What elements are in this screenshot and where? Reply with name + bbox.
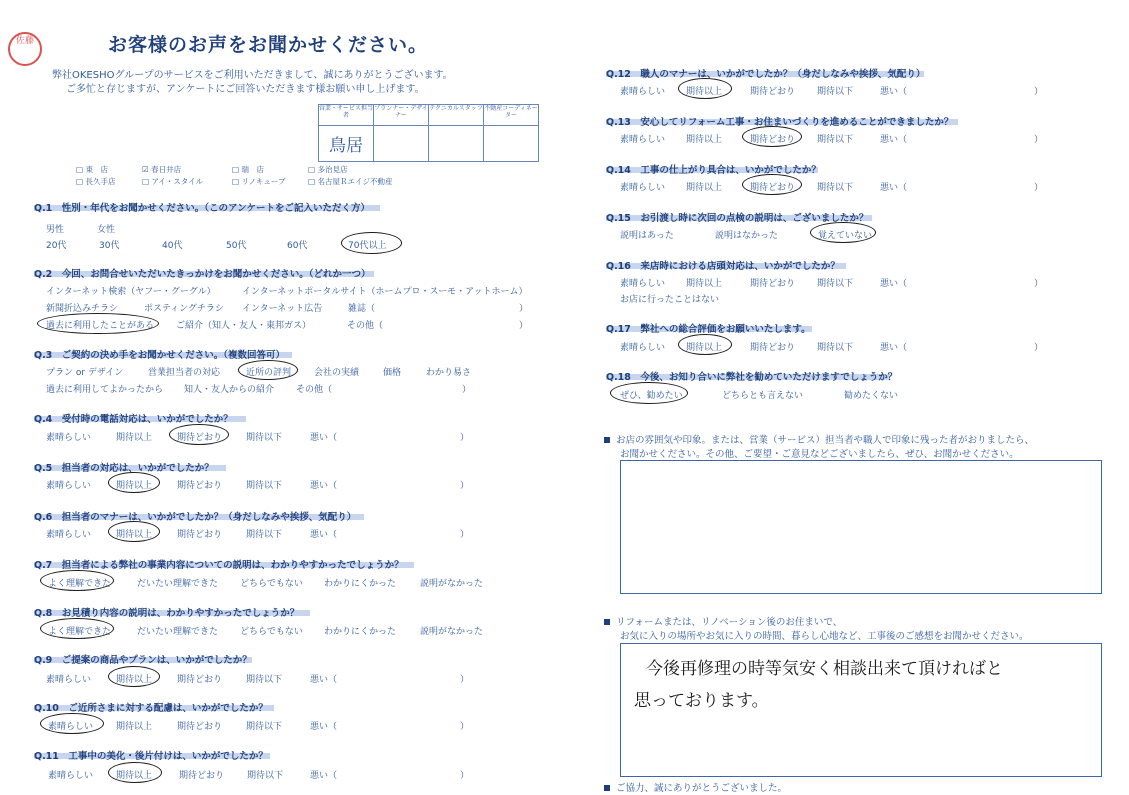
selection-circle <box>341 232 402 254</box>
q11-option[interactable]: 期待以下 <box>247 771 284 781</box>
q5-option[interactable]: 悪い（ <box>310 481 338 491</box>
selection-circle <box>37 313 159 334</box>
selection-circle <box>40 713 104 734</box>
q5-option[interactable]: 期待以下 <box>246 481 283 491</box>
q13-option[interactable]: 素晴らしい <box>620 135 666 145</box>
q3-option[interactable]: プラン or デザイン <box>46 368 124 378</box>
q14-paren-close: ） <box>1034 183 1044 193</box>
page-title: お客様のお声をお聞かせください。 <box>108 34 429 56</box>
q6-option[interactable]: 悪い（ <box>310 530 338 540</box>
q10-option-selected[interactable]: 素晴らしい <box>48 722 94 732</box>
selection-circle <box>40 618 114 639</box>
q11-option[interactable]: 素晴らしい <box>48 771 94 781</box>
q4-option-selected[interactable]: 期待どおり <box>177 433 223 443</box>
branch-checkbox[interactable]: □ 名古屋Ｒエイジ不動産 <box>308 177 393 186</box>
q11-option-selected[interactable]: 期待以上 <box>116 771 153 781</box>
q12-option-selected[interactable]: 期待以上 <box>686 87 723 97</box>
comment-box-impressions[interactable] <box>620 460 1102 594</box>
q6-option[interactable]: 期待以下 <box>246 530 283 540</box>
q4-option[interactable]: 素晴らしい <box>46 433 92 443</box>
selection-circle <box>678 334 732 355</box>
q6-option[interactable]: 期待どおり <box>177 530 223 540</box>
q3-option[interactable]: 会社の実績 <box>314 368 360 378</box>
handwritten-answer-line-2: 思っております。 <box>634 691 769 711</box>
staff-header-sales: 営業・サービス担当者 <box>319 105 374 126</box>
q1-option[interactable]: 女性 <box>97 225 116 235</box>
q9-option[interactable]: 悪い（ <box>310 675 338 685</box>
q3-option[interactable]: 価格 <box>383 368 402 378</box>
q16-option[interactable]: 悪い（ <box>880 279 908 289</box>
q16-paren-close: ） <box>1034 279 1044 289</box>
q9-option[interactable]: 期待以下 <box>246 675 283 685</box>
q18-option[interactable]: 勧めたくない <box>844 391 899 401</box>
q1-option-selected[interactable]: 70代以上 <box>348 241 387 251</box>
q13-option[interactable]: 悪い（ <box>880 135 908 145</box>
q3-label: Q.3 ご契約の決め手をお聞かせください。（複数回答可） <box>34 350 286 361</box>
q1-option[interactable]: 20代 <box>46 241 67 251</box>
q16-label: Q.16 来店時における店頭対応は、いかがでしたか？ <box>606 261 840 272</box>
selection-circle <box>108 472 160 493</box>
q15-option[interactable]: 説明はあった <box>620 231 674 241</box>
q1-label: Q.1 性別・年代をお聞かせください。（このアンケートをご記入いただく方） <box>34 203 370 214</box>
selection-circle <box>810 222 876 243</box>
q10-paren-close: ） <box>460 722 470 732</box>
q2-option[interactable]: インターネット広告 <box>242 304 323 314</box>
q2-option[interactable]: ご紹介（知人・友人・東邦ガス） <box>176 321 312 331</box>
q9-option[interactable]: 期待どおり <box>177 675 223 685</box>
q10-option[interactable]: 期待どおり <box>177 722 223 732</box>
q13-label: Q.13 安心してリフォーム工事・お住まいづくりを進めることができましたか？ <box>606 117 954 128</box>
q6-paren-close: ） <box>460 530 470 540</box>
q3-option[interactable]: その他（ <box>296 385 333 395</box>
q14-option-selected[interactable]: 期待どおり <box>750 183 796 193</box>
q11-paren-close: ） <box>460 771 470 781</box>
q11-label: Q.11 工事中の美化・後片付けは、いかがでしたか？ <box>34 751 268 762</box>
q4-option[interactable]: 期待以下 <box>246 433 283 443</box>
q2-option[interactable]: 雑誌（ <box>348 304 376 314</box>
comment-prompt-2b: お気に入りの場所やお気に入りの時間、暮らし心地など、工事後のご感想をお聞かせください。 <box>620 631 1029 642</box>
branch-checkbox[interactable]: □ 瑞 店 <box>232 165 264 174</box>
q17-option[interactable]: 期待どおり <box>750 343 796 353</box>
handwritten-answer-line-1: 今後再修理の時等気安く相談出来て頂ければと <box>646 659 1003 679</box>
q12-option[interactable]: 期待どおり <box>750 87 796 97</box>
intro-line-2: ご多忙と存じますが、アンケートにご回答いただきます様お願い申し上げます。 <box>66 84 425 95</box>
staff-table <box>318 104 539 162</box>
q12-option[interactable]: 素晴らしい <box>620 87 666 97</box>
q10-option[interactable]: 期待以下 <box>246 722 283 732</box>
q14-option[interactable]: 素晴らしい <box>620 183 666 193</box>
q4-option[interactable]: 悪い（ <box>310 433 338 443</box>
selection-circle <box>40 570 114 591</box>
q6-label: Q.6 担当者のマナーは、いかがでしたか？（身だしなみや挨拶、気配り） <box>34 512 357 523</box>
q18-option[interactable]: どちらとも言えない <box>722 391 804 401</box>
q2-option[interactable]: その他（ <box>347 321 384 331</box>
comment-prompt-1b: お聞かせください。その他、ご要望・ご意見などございましたら、ぜひ、お聞かせください。 <box>620 449 1019 460</box>
q7-option[interactable]: だいたい理解できた <box>137 579 219 589</box>
selection-circle <box>108 666 160 687</box>
q5-option[interactable]: 素晴らしい <box>46 481 92 491</box>
comment-prompt-1a: お店の雰囲気や印象。または、営業（サービス）担当者や職人で印象に残った者がおりましたら、 <box>604 432 1034 446</box>
q14-option[interactable]: 期待以上 <box>686 183 723 193</box>
branch-checkbox[interactable]: □ アイ・スタイル <box>142 177 204 186</box>
q12-paren-close: ） <box>1034 87 1044 97</box>
q9-paren-close: ） <box>460 675 470 685</box>
q12-option[interactable]: 期待以下 <box>817 87 854 97</box>
staff-value-technical[interactable] <box>429 126 484 162</box>
q7-option[interactable]: 説明がなかった <box>420 579 484 589</box>
q17-option-selected[interactable]: 期待以上 <box>686 343 723 353</box>
q10-label: Q.10 ご近所さまに対する配慮は、いかがでしたか？ <box>34 703 268 714</box>
branch-checkbox[interactable]: □ 多治見店 <box>308 165 348 174</box>
q3-option[interactable]: 営業担当者の対応 <box>148 368 221 378</box>
q16-option[interactable]: 期待以下 <box>817 279 854 289</box>
q17-option[interactable]: 素晴らしい <box>620 343 666 353</box>
selection-circle <box>742 126 802 147</box>
seal-stamp: 佐藤 <box>8 32 42 66</box>
q5-option-selected[interactable]: 期待以上 <box>116 481 153 491</box>
q15-option-selected[interactable]: 覚えていない <box>818 231 873 241</box>
q9-option[interactable]: 素晴らしい <box>46 675 92 685</box>
q13-option[interactable]: 期待以下 <box>817 135 854 145</box>
q1-option[interactable]: 60代 <box>287 241 308 251</box>
q8-option[interactable]: だいたい理解できた <box>137 627 219 637</box>
staff-value-sales[interactable]: 鳥居 <box>319 126 374 162</box>
q2-paren-close: ） <box>519 321 529 331</box>
staff-header-realestate: 不動産コーディネーター <box>484 105 539 126</box>
q7-label: Q.7 担当者による弊社の事業内容についての説明は、わかりやすかったでしょうか？ <box>34 560 404 571</box>
q13-option-selected[interactable]: 期待どおり <box>750 135 796 145</box>
q14-option[interactable]: 悪い（ <box>880 183 908 193</box>
selection-circle <box>169 424 229 445</box>
q2-option-selected[interactable]: 過去に利用したことがある <box>46 321 155 331</box>
q2-paren-close: ） <box>519 304 529 314</box>
q16-option[interactable]: お店に行ったことはない <box>620 295 720 305</box>
intro-line-1: 弊社OKESHOグループのサービスをご利用いただきまして、誠にありがとうございます。 <box>52 70 453 81</box>
q3-paren-close: ） <box>462 385 472 395</box>
q11-option[interactable]: 期待どおり <box>179 771 225 781</box>
q17-option[interactable]: 期待以下 <box>817 343 854 353</box>
q9-label: Q.9 ご提案の商品やプランは、いかがでしたか？ <box>34 655 252 666</box>
staff-value-planner[interactable] <box>374 126 429 162</box>
branch-checkbox[interactable]: □ 長久手店 <box>76 177 116 186</box>
q2-option[interactable]: インターネット検索（ヤフー・グーグル） <box>46 287 216 297</box>
bullet-square-icon <box>604 619 610 625</box>
q8-label: Q.8 お見積り内容の説明は、わかりやすかったでしょうか？ <box>34 608 300 619</box>
q12-label: Q.12 職人のマナーは、いかがでしたか？（身だしなみや挨拶、気配り） <box>606 69 926 80</box>
q7-option[interactable]: わかりにくかった <box>324 579 397 589</box>
q14-label: Q.14 工事の仕上がり具合は、いかがでしたか？ <box>606 165 821 176</box>
q10-option[interactable]: 悪い（ <box>310 722 338 732</box>
q1-option[interactable]: 男性 <box>46 225 65 235</box>
comment-prompt-2a: リフォームまたは、リノベーション後のお住まいで、 <box>604 614 842 628</box>
staff-header-technical: テクニカルスタッフ <box>429 105 484 126</box>
q10-option[interactable]: 期待以上 <box>116 722 153 732</box>
q5-paren-close: ） <box>460 481 470 491</box>
q3-option[interactable]: 過去に利用してよかったから <box>46 385 164 395</box>
q7-option[interactable]: どちらでもない <box>240 579 303 589</box>
selection-circle <box>238 360 298 380</box>
q3-option-selected[interactable]: 近所の評判 <box>246 368 292 378</box>
q9-option-selected[interactable]: 期待以上 <box>116 675 153 685</box>
branch-checkbox[interactable]: □ リノキューブ <box>232 177 286 186</box>
bullet-square-icon <box>604 785 610 791</box>
q15-option[interactable]: 説明はなかった <box>715 231 779 241</box>
q3-option[interactable]: わかり易さ <box>426 368 472 378</box>
q17-label: Q.17 弊社への総合評価をお願いいたします。 <box>606 324 811 335</box>
q16-option[interactable]: 期待以上 <box>686 279 723 289</box>
q4-paren-close: ） <box>460 433 470 443</box>
q6-option[interactable]: 素晴らしい <box>46 530 92 540</box>
q2-option[interactable]: インターネットポータルサイト（ホームプロ・スーモ・アットホーム） <box>242 287 528 297</box>
q1-option[interactable]: 30代 <box>99 241 120 251</box>
q4-option[interactable]: 期待以上 <box>116 433 153 443</box>
q17-option[interactable]: 悪い（ <box>880 343 908 353</box>
q2-label: Q.2 今回、お問合せいただいたきっかけをお聞かせください。（どれか一つ） <box>34 269 371 280</box>
branch-checkbox[interactable]: □ 東 店 <box>76 165 108 174</box>
staff-header-planner: プランナー・デザイナー <box>374 105 429 126</box>
q15-label: Q.15 お引渡し時に次回の点検の説明は、ございましたか？ <box>606 213 869 224</box>
branch-checkbox[interactable]: ☑ 春日井店 <box>142 165 182 174</box>
q8-option[interactable]: どちらでもない <box>240 627 303 637</box>
selection-circle <box>108 521 160 542</box>
q8-option[interactable]: わかりにくかった <box>324 627 397 637</box>
staff-value-realestate[interactable] <box>484 126 539 162</box>
q12-option[interactable]: 悪い（ <box>880 87 908 97</box>
selection-circle <box>678 78 732 99</box>
q2-option[interactable]: 新聞折込みチラシ <box>46 304 119 314</box>
q5-label: Q.5 担当者の対応は、いかがでしたか？ <box>34 463 214 474</box>
thanks-message: ご協力、誠にありがとうございました。 <box>604 780 787 794</box>
bullet-square-icon <box>604 437 610 443</box>
q11-option[interactable]: 悪い（ <box>310 771 338 781</box>
q3-option[interactable]: 知人・友人からの紹介 <box>184 385 275 395</box>
q16-option[interactable]: 期待どおり <box>750 279 796 289</box>
q4-label: Q.4 受付時の電話対応は、いかがでしたか？ <box>34 414 233 425</box>
q1-option[interactable]: 40代 <box>162 241 183 251</box>
q8-option-selected[interactable]: よく理解できた <box>48 627 112 637</box>
q16-option[interactable]: 素晴らしい <box>620 279 666 289</box>
q1-option[interactable]: 50代 <box>226 241 247 251</box>
q5-option[interactable]: 期待どおり <box>177 481 223 491</box>
q2-option[interactable]: ポスティングチラシ <box>144 304 224 314</box>
q18-option-selected[interactable]: ぜひ、勧めたい <box>620 391 683 401</box>
q14-option[interactable]: 期待以下 <box>817 183 854 193</box>
q17-paren-close: ） <box>1034 343 1044 353</box>
selection-circle <box>742 174 802 195</box>
q6-option-selected[interactable]: 期待以上 <box>116 530 153 540</box>
q13-option[interactable]: 期待以上 <box>686 135 723 145</box>
selection-circle <box>610 382 688 404</box>
q8-option[interactable]: 説明がなかった <box>420 627 484 637</box>
q13-paren-close: ） <box>1034 135 1044 145</box>
q18-label: Q.18 今後、お知り合いに弊社を勧めていただけますでしょうか？ <box>606 372 898 383</box>
selection-circle <box>108 762 162 783</box>
q7-option-selected[interactable]: よく理解できた <box>48 579 112 589</box>
